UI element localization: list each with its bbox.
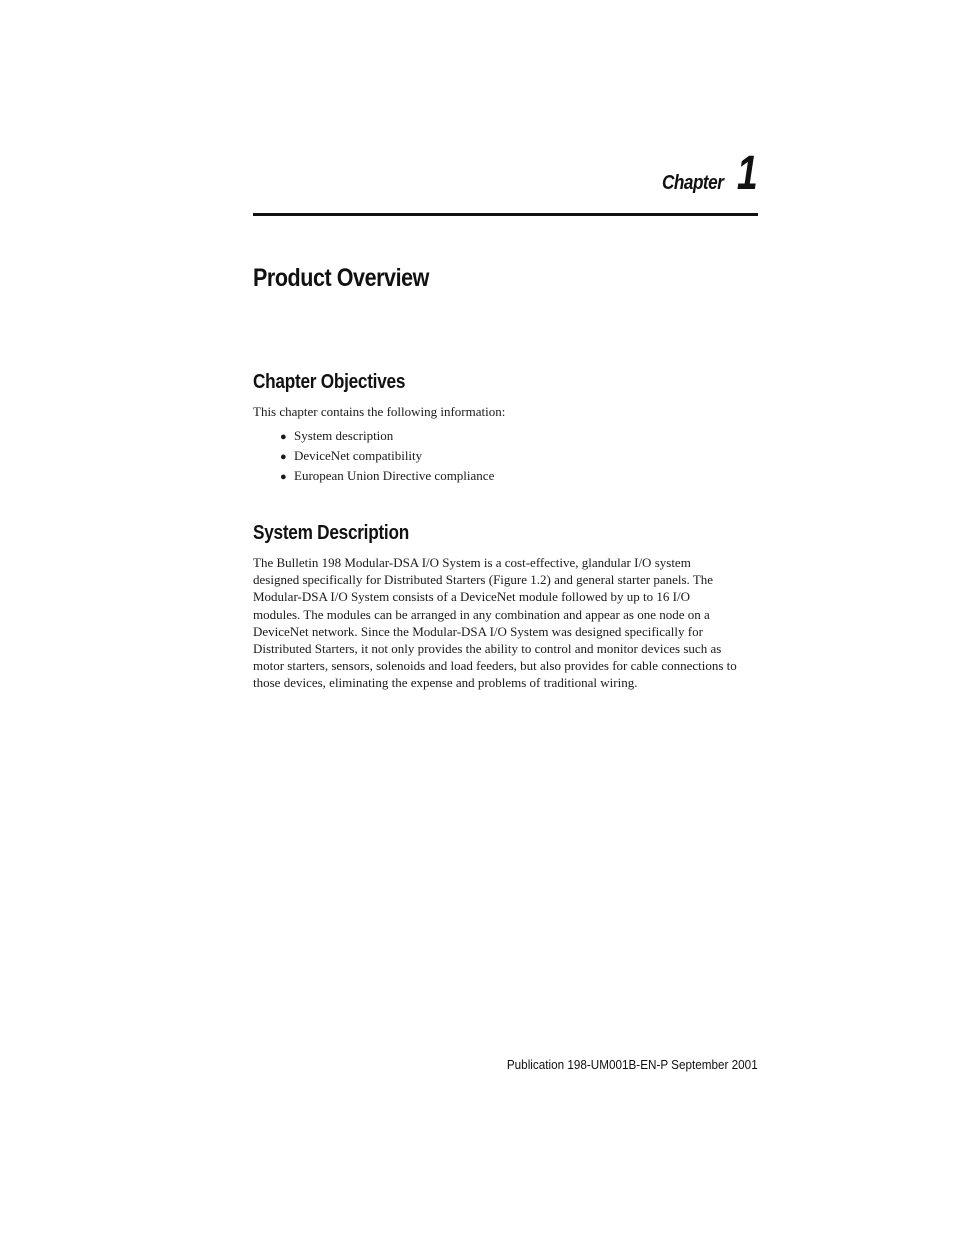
section-heading-system-description: System Description bbox=[253, 522, 409, 544]
paragraph-line: Distributed Starters, it not only provides the ability to control and monitor devices such as bbox=[253, 641, 722, 657]
chapter-divider bbox=[253, 213, 758, 216]
bullet-icon: ● bbox=[280, 451, 287, 463]
paragraph-line: motor starters, sensors, solenoids and load feeders, but also provides for cable connections to bbox=[253, 658, 737, 674]
bullet-icon: ● bbox=[280, 431, 287, 443]
list-item-text: European Union Directive compliance bbox=[294, 468, 495, 483]
chapter-header bbox=[253, 147, 758, 200]
paragraph-line: The Bulletin 198 Modular-DSA I/O System is a cost-effective, glandular I/O system bbox=[253, 555, 691, 570]
chapter-label: Chapter bbox=[661, 172, 724, 194]
publication-info: Publication 198-UM001B-EN-P September 2001 bbox=[507, 1057, 758, 1072]
list-item-text: System description bbox=[294, 428, 394, 443]
section-heading-chapter-objectives: Chapter Objectives bbox=[253, 371, 406, 393]
list-item bbox=[280, 447, 494, 467]
paragraph-line: those devices, eliminating the expense and problems of traditional wiring. bbox=[253, 675, 638, 691]
bullet-icon: ● bbox=[280, 471, 287, 483]
page-footer bbox=[253, 1056, 758, 1073]
objectives-list bbox=[280, 427, 494, 487]
paragraph-line: modules. The modules can be arranged in any combination and appear as one node on a bbox=[253, 606, 710, 622]
paragraph-line: designed specifically for Distributed Starters (Figure 1.2) and general starter panels. The bbox=[253, 572, 714, 588]
paragraph-line: DeviceNet network. Since the Modular-DSA I/O System was designed specifically for bbox=[253, 623, 703, 639]
list-item bbox=[280, 427, 494, 447]
system-description-paragraph bbox=[253, 554, 758, 692]
list-item bbox=[280, 467, 494, 487]
list-item-text: DeviceNet compatibility bbox=[294, 448, 423, 463]
paragraph-line: Modular-DSA I/O System consists of a DeviceNet module followed by up to 16 I/O bbox=[253, 589, 690, 605]
objectives-intro: This chapter contains the following information: bbox=[253, 404, 506, 419]
page-title: Product Overview bbox=[253, 264, 429, 292]
chapter-number: 1 bbox=[737, 147, 758, 200]
